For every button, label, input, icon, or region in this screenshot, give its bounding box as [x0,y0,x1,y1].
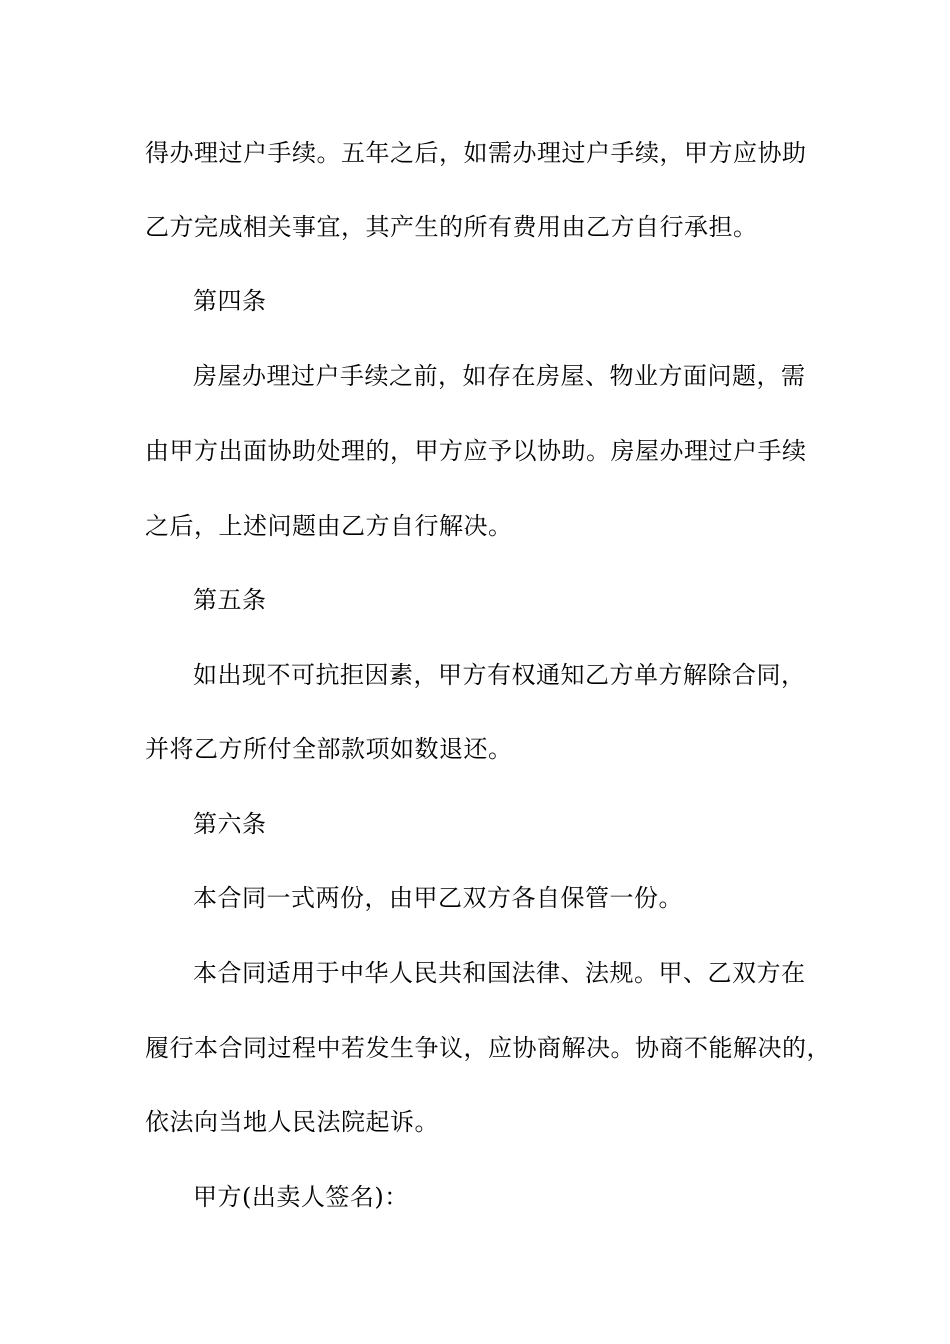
body-text-line: 之后，上述问题由乙方自行解决。 [145,512,513,540]
body-text-line: 本合同一式两份，由甲乙双方各自保管一份。 [193,884,683,912]
body-text-line: 房屋办理过户手续之前，如存在房屋、物业方面问题，需 [193,362,806,390]
body-text-line: 得办理过户手续。五年之后，如需办理过户手续，甲方应协助 [145,139,807,167]
article-heading: 第六条 [193,810,267,838]
body-text-line: 由甲方出面协助处理的，甲方应予以协助。房屋办理过户手续 [145,437,807,465]
article-heading: 第五条 [193,586,267,614]
body-text-line: 如出现不可抗拒因素，甲方有权通知乙方单方解除合同， [193,661,806,689]
body-text-line: 乙方完成相关事宜，其产生的所有费用由乙方自行承担。 [145,213,758,241]
signature-label: 甲方(出卖人签名)： [193,1183,409,1211]
body-text-line: 履行本合同过程中若发生争议，应协商解决。协商不能解决的， [145,1034,831,1062]
body-text-line: 并将乙方所付全部款项如数退还。 [145,735,513,763]
body-text-line: 依法向当地人民法院起诉。 [145,1108,439,1136]
article-heading: 第四条 [193,287,267,315]
body-text-line: 本合同适用于中华人民共和国法律、法规。甲、乙双方在 [193,959,806,987]
